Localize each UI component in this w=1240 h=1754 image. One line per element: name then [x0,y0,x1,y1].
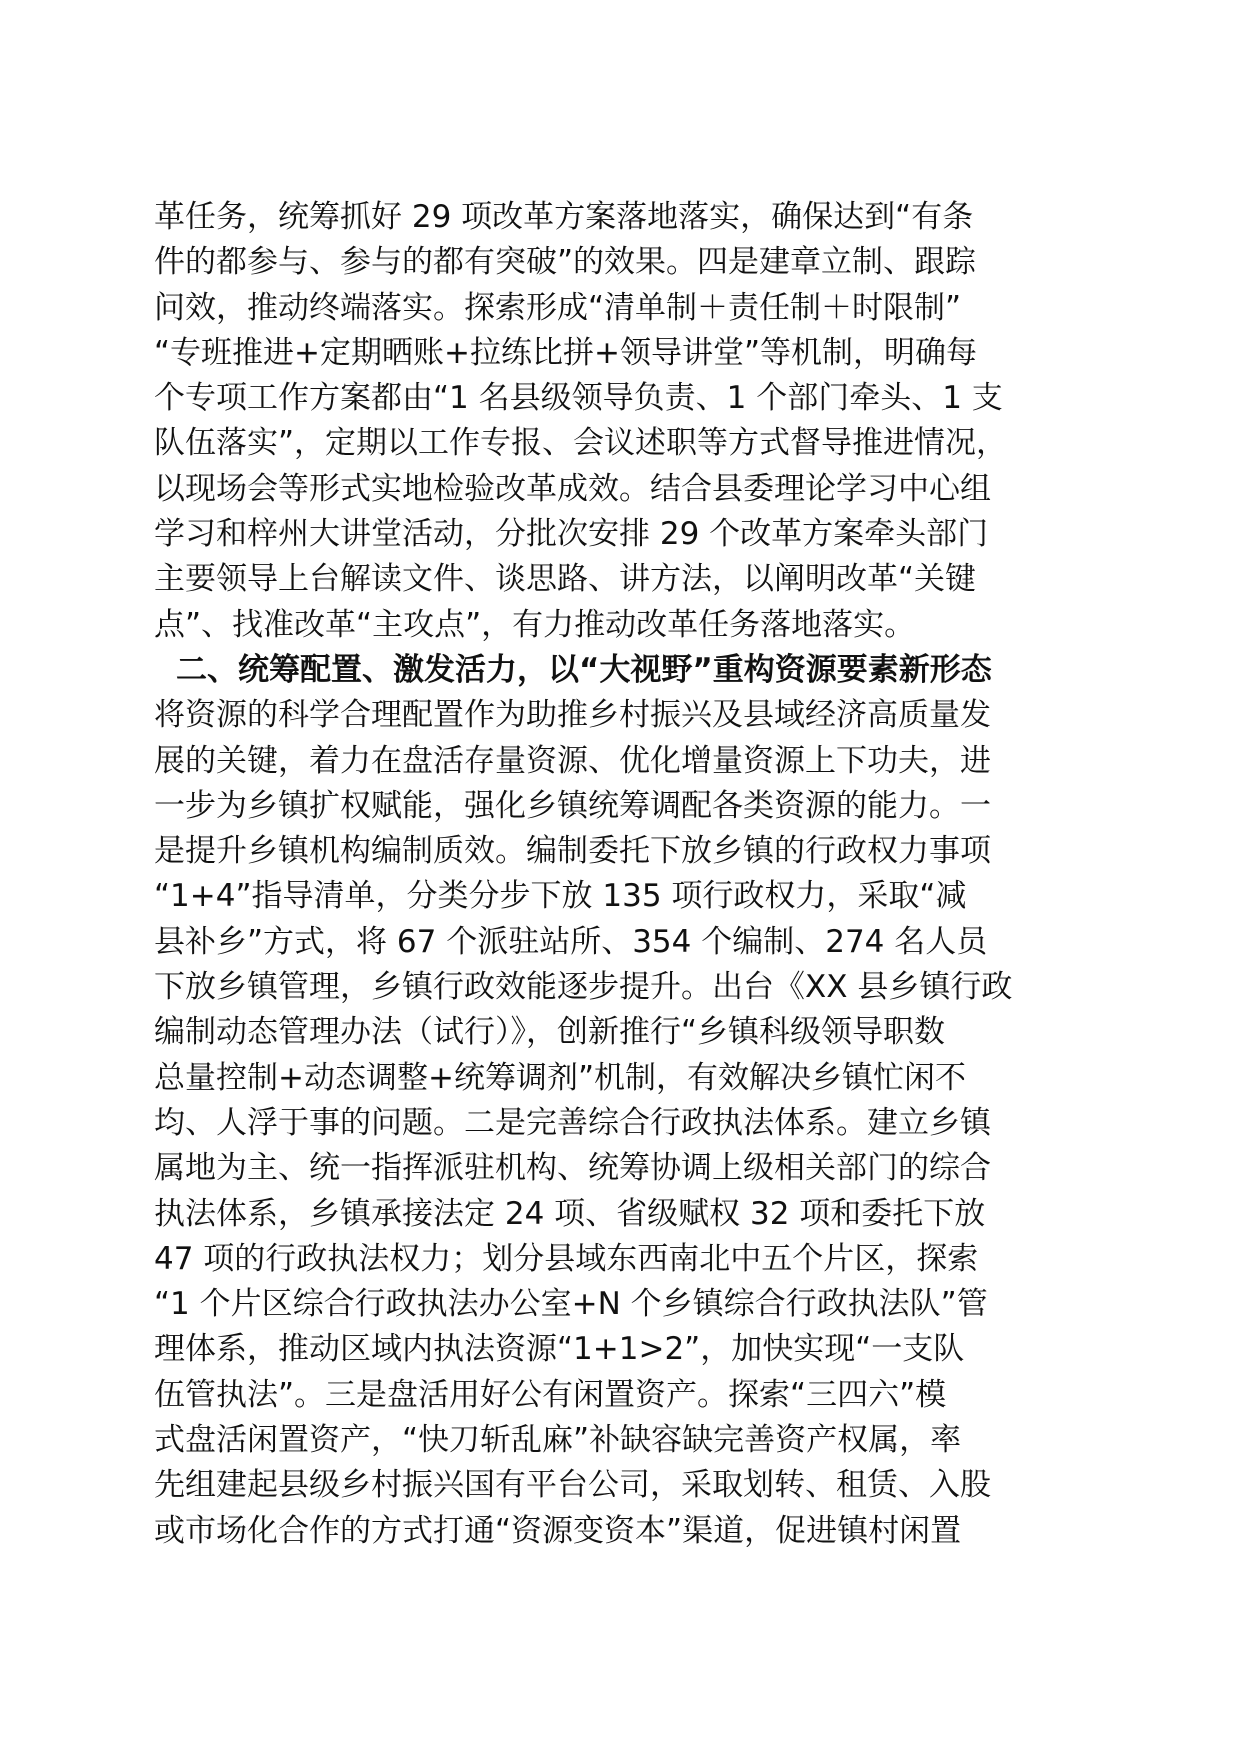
text-line-15: “1+4”指导清单，分类分步下放 135 项行政权力，采取“减 [154,878,967,915]
text-line-17: 下放乡镇管理，乡镇行政效能逐步提升。出台《XX 县乡镇行政 [154,969,1013,1006]
text-line-28: 先组建起县级乡村振兴国有平台公司，采取划转、租赁、入股 [154,1467,991,1504]
text-line-9: 主要领导上台解读文件、谈思路、讲方法，以阐明改革“关键 [154,561,977,598]
text-line-4: “专班推进+定期晒账+拉练比拼+领导讲堂”等机制，明确每 [154,334,978,371]
section-heading: 二、统筹配置、激发活力，以“大视野”重构资源要素新形态 [176,651,992,688]
text-line-1: 革任务，统筹抓好 29 项改革方案落地落实，确保达到“有条 [154,199,974,235]
text-line-19: 总量控制+动态调整+统筹调剂”机制，有效解决乡镇忙闲不 [154,1059,967,1096]
text-line-8: 学习和梓州大讲堂活动，分批次安排 29 个改革方案牵头部门 [154,516,989,553]
text-line-25: 理体系，推动区域内执法资源“1+1>2”，加快实现“一支队 [154,1331,965,1368]
text-line-11: 将资源的科学合理配置作为助推乡村振兴及县域经济高质量发 [154,697,991,734]
text-line-26: 伍管执法”。三是盘活用好公有闲置资产。探索“三四六”模 [154,1376,947,1413]
text-line-21: 属地为主、统一指挥派驻机构、统筹协调上级相关部门的综合 [154,1150,991,1187]
text-line-10: 点”、找准改革“主攻点”，有力推动改革任务落地落实。 [154,606,916,643]
body-text [154,195,1094,1554]
text-line-24: “1 个片区综合行政执法办公室+N 个乡镇综合行政执法队”管 [154,1286,988,1323]
text-line-16: 县补乡”方式，将 67 个派驻站所、354 个编制、274 名人员 [154,923,988,960]
text-line-27: 式盘活闲置资产，“快刀斩乱麻”补缺容缺完善资产权属，率 [154,1422,962,1459]
text-line-20: 均、人浮于事的问题。二是完善综合行政执法体系。建立乡镇 [154,1104,991,1141]
text-line-29: 或市场化合作的方式打通“资源变资本”渠道，促进镇村闲置 [154,1512,962,1549]
text-line-22: 执法体系，乡镇承接法定 24 项、省级赋权 32 项和委托下放 [154,1195,986,1232]
text-line-18: 编制动态管理办法（试行）》，创新推行“乡镇科级领导职数 [154,1014,946,1051]
text-line-12: 展的关键，着力在盘活存量资源、优化增量资源上下功夫，进 [154,742,991,779]
text-line-3: 问效，推动终端落实。探索形成“清单制＋责任制＋时限制” [154,289,962,326]
text-line-2: 件的都参与、参与的都有突破”的效果。四是建章立制、跟踪 [154,244,977,281]
text-line-7: 以现场会等形式实地检验改革成效。结合县委理论学习中心组 [154,470,991,507]
text-line-6: 队伍落实”，定期以工作专报、会议述职等方式督导推进情况， [154,425,1008,462]
text-line-5: 个专项工作方案都由“1 名县级领导负责、1 个部门牵头、1 支 [154,380,1003,417]
text-line-13: 一步为乡镇扩权赋能，强化乡镇统筹调配各类资源的能力。一 [154,787,991,824]
text-line-23: 47 项的行政执法权力；划分县域东西南北中五个片区，探索 [154,1240,979,1277]
text-line-14: 是提升乡镇机构编制质效。编制委托下放乡镇的行政权力事项 [154,833,991,870]
